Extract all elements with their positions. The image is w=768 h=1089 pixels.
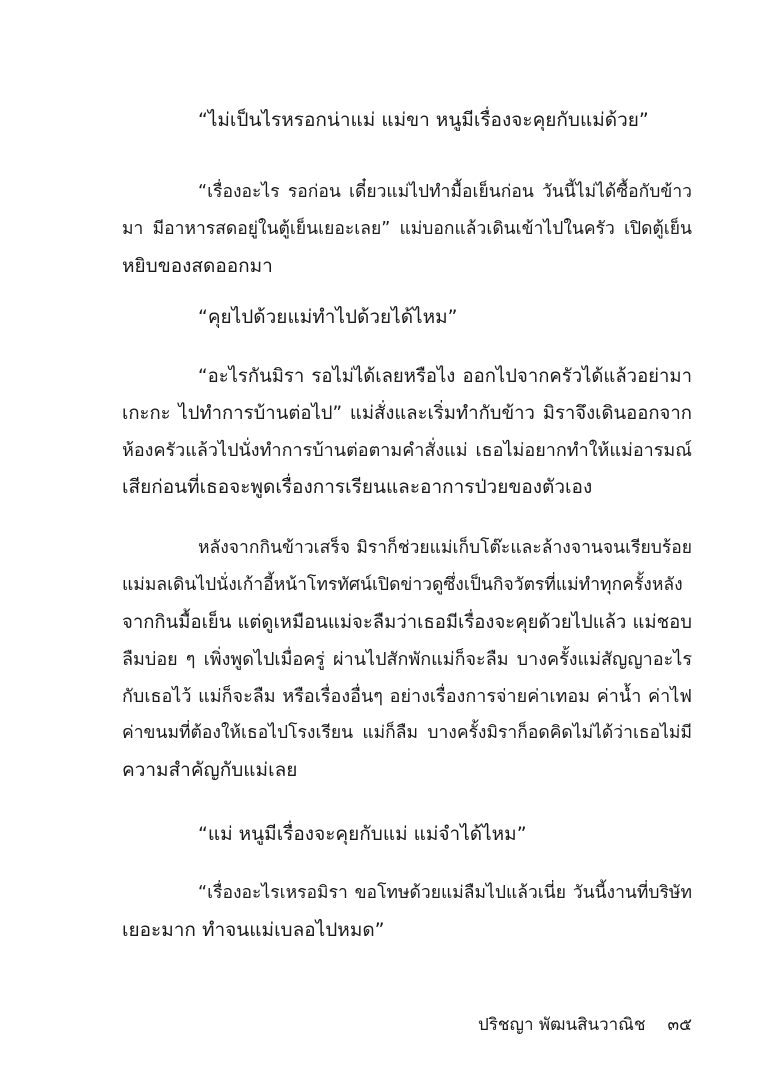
text-line: ค่าขนมที่ต้องให้เธอไปโรงเรียน แม่ก็ลืม บางครั้งมิราก็อดคิดไม่ได้ว่าเธอไม่มี	[122, 723, 692, 743]
paragraph-1	[122, 102, 692, 139]
text-line: หลังจากกินข้าวเสร็จ มิราก็ช่วยแม่เก็บโต๊ะและล้างจานจนเรียบร้อย	[198, 538, 692, 558]
text-line: เสียก่อนที่เธอจะพูดเรื่องการเรียนและอาการป่วยของตัวเอง	[122, 476, 593, 498]
paragraph-4	[122, 358, 692, 506]
text-line: ห้องครัวแล้วไปนั่งทำการบ้านต่อตามคำสั่งแม่ เธอไม่อยากทำให้แม่อารมณ์	[122, 440, 692, 461]
text-line: ลืมบ่อย ๆ เพิ่งพูดไปเมื่อครู่ ผ่านไปสักพักแม่ก็จะลืม บางครั้งแม่สัญญาอะไร	[122, 649, 692, 670]
paragraph-2	[122, 174, 692, 285]
text-line: “เรื่องอะไรเหรอมิรา ขอโทษด้วยแม่ลืมไปแล้วเนี่ย วันนี้งานที่บริษัท	[198, 883, 692, 903]
text-line: เกะกะ ไปทำการบ้านต่อไป” แม่สั่งและเริ่มทำกับข้าว มิราจึงเดินออกจาก	[122, 403, 692, 424]
text-line: หยิบของสดออกมา	[122, 255, 273, 277]
text-line: “เรื่องอะไร รอก่อน เดี๋ยวแม่ไปทำมื้อเย็นก่อน วันนี้ไม่ได้ซื้อกับข้าว	[198, 182, 692, 202]
text-line: “อะไรกันมิรา รอไม่ได้เลยหรือไง ออกไปจากครัวได้แล้วอย่ามา	[198, 366, 692, 387]
page-number: ๓๕	[667, 1015, 692, 1035]
text-line: เยอะมาก ทำจนแม่เบลอไปหมด”	[122, 919, 385, 941]
paragraph-7	[122, 875, 692, 949]
text-line: แม่มลเดินไปนั่งเก้าอี้หน้าโทรทัศน์เปิดข่าวดูซึ่งเป็นกิจวัตรที่แม่ทำทุกครั้งหลัง	[122, 575, 683, 595]
author-name: ปริชญา พัฒนสินวาณิช	[478, 1015, 646, 1035]
text-line: กับเธอไว้ แม่ก็จะลืม หรือเรื่องอื่นๆ อย่างเรื่องการจ่ายค่าเทอม ค่าน้ำ ค่าไฟ	[122, 686, 692, 707]
text-line: มา มีอาหารสดอยู่ในตู้เย็นเยอะเลย” แม่บอกแล้วเดินเข้าไปในครัว เปิดตู้เย็น	[122, 219, 692, 239]
page-footer	[478, 1010, 692, 1040]
paragraph-3	[122, 299, 692, 336]
paragraph-5	[122, 530, 692, 789]
text-line: ความสำคัญกับแม่เลย	[122, 759, 298, 781]
text-line: “ไม่เป็นไรหรอกน่าแม่ แม่ขา หนูมีเรื่องจะคุยกับแม่ด้วย”	[198, 109, 649, 131]
text-line: “คุยไปด้วยแม่ทำไปด้วยได้ไหม”	[198, 306, 458, 328]
text-line: จากกินมื้อเย็น แต่ดูเหมือนแม่จะลืมว่าเธอมีเรื่องจะคุยด้วยไปแล้ว แม่ชอบ	[122, 612, 692, 633]
text-line: “แม่ หนูมีเรื่องจะคุยกับแม่ แม่จำได้ไหม”	[198, 823, 527, 845]
paragraph-6	[122, 816, 692, 853]
